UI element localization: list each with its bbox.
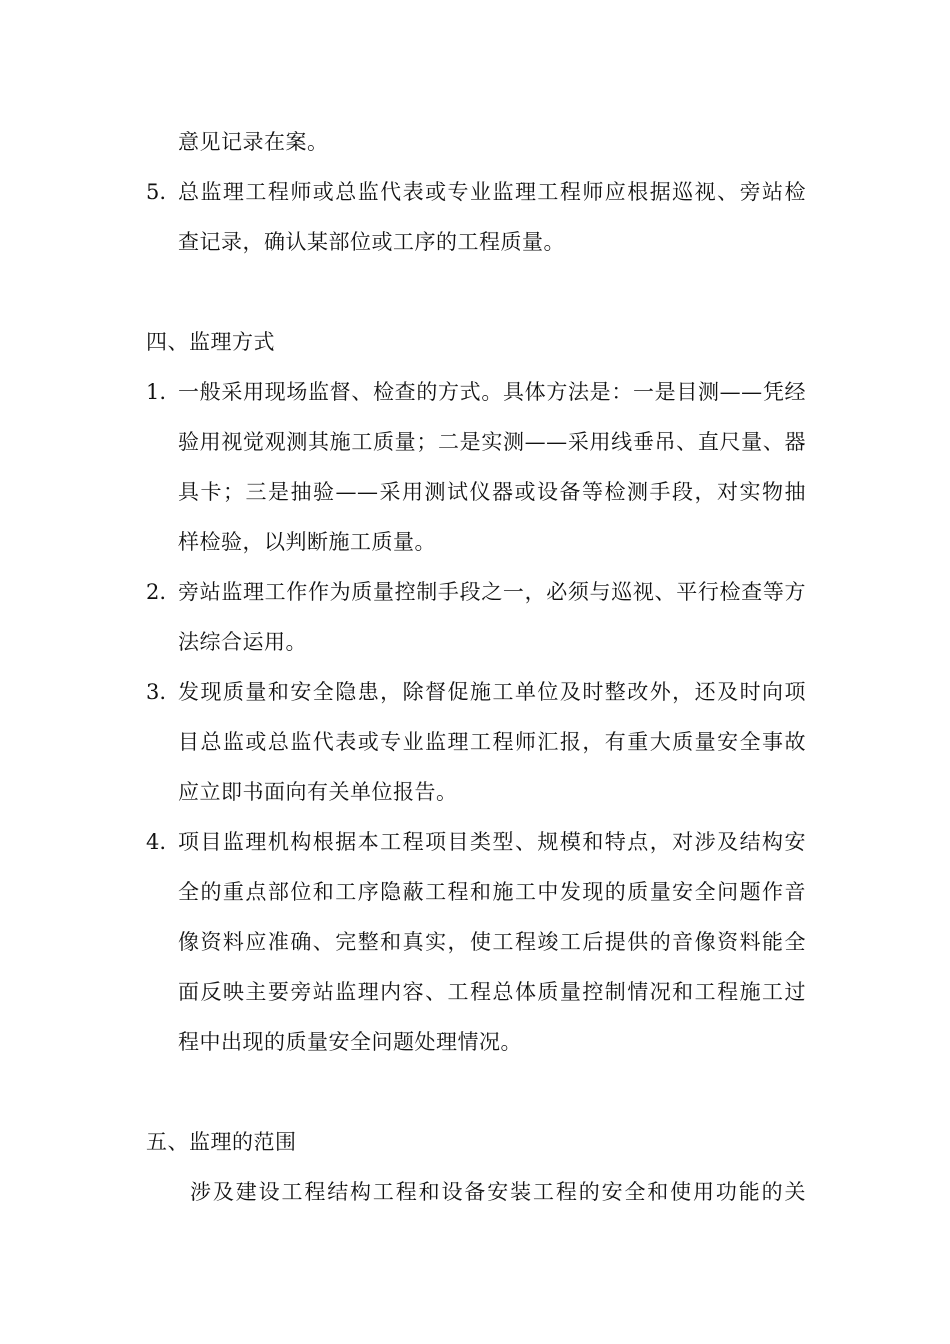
text-line: 面反映主要旁站监理内容、工程总体质量控制情况和工程施工过 [178, 980, 806, 1004]
text-line: 总监理工程师或总监代表或专业监理工程师应根据巡视、旁站检 [178, 180, 806, 204]
text-line: 应立即书面向有关单位报告。 [178, 780, 458, 804]
text-line: 样检验，以判断施工质量。 [178, 530, 436, 554]
text-line: 具卡；三是抽验——采用测试仪器或设备等检测手段，对实物抽 [178, 480, 806, 504]
text-line: 法综合运用。 [178, 630, 307, 654]
text-line: 目总监或总监代表或专业监理工程师汇报，有重大质量安全事故 [178, 730, 806, 754]
section-heading: 五、监理的范围 [146, 1130, 297, 1154]
text-line: 发现质量和安全隐患，除督促施工单位及时整改外，还及时向项 [178, 680, 806, 704]
text-line: 项目监理机构根据本工程项目类型、规模和特点，对涉及结构安 [178, 830, 806, 854]
text-line: 全的重点部位和工序隐蔽工程和施工中发现的质量安全问题作音 [178, 880, 806, 904]
list-number: 1. [146, 380, 167, 404]
text-line: 旁站监理工作作为质量控制手段之一，必须与巡视、平行检查等方 [178, 580, 806, 604]
text-line: 程中出现的质量安全问题处理情况。 [178, 1030, 522, 1054]
list-number: 3. [146, 680, 167, 704]
text-line: 像资料应准确、完整和真实，使工程竣工后提供的音像资料能全 [178, 930, 806, 954]
text-line: 一般采用现场监督、检查的方式。具体方法是：一是目测——凭经 [178, 380, 806, 404]
section-heading: 四、监理方式 [146, 330, 275, 354]
list-number: 4. [146, 830, 167, 854]
list-number: 5. [146, 180, 167, 204]
text-line: 查记录，确认某部位或工序的工程质量。 [178, 230, 565, 254]
paragraph-line: 涉及建设工程结构工程和设备安装工程的安全和使用功能的关 [190, 1180, 806, 1204]
text-line: 意见记录在案。 [178, 130, 329, 154]
text-line: 验用视觉观测其施工质量；二是实测——采用线垂吊、直尺量、器 [178, 430, 806, 454]
list-number: 2. [146, 580, 167, 604]
